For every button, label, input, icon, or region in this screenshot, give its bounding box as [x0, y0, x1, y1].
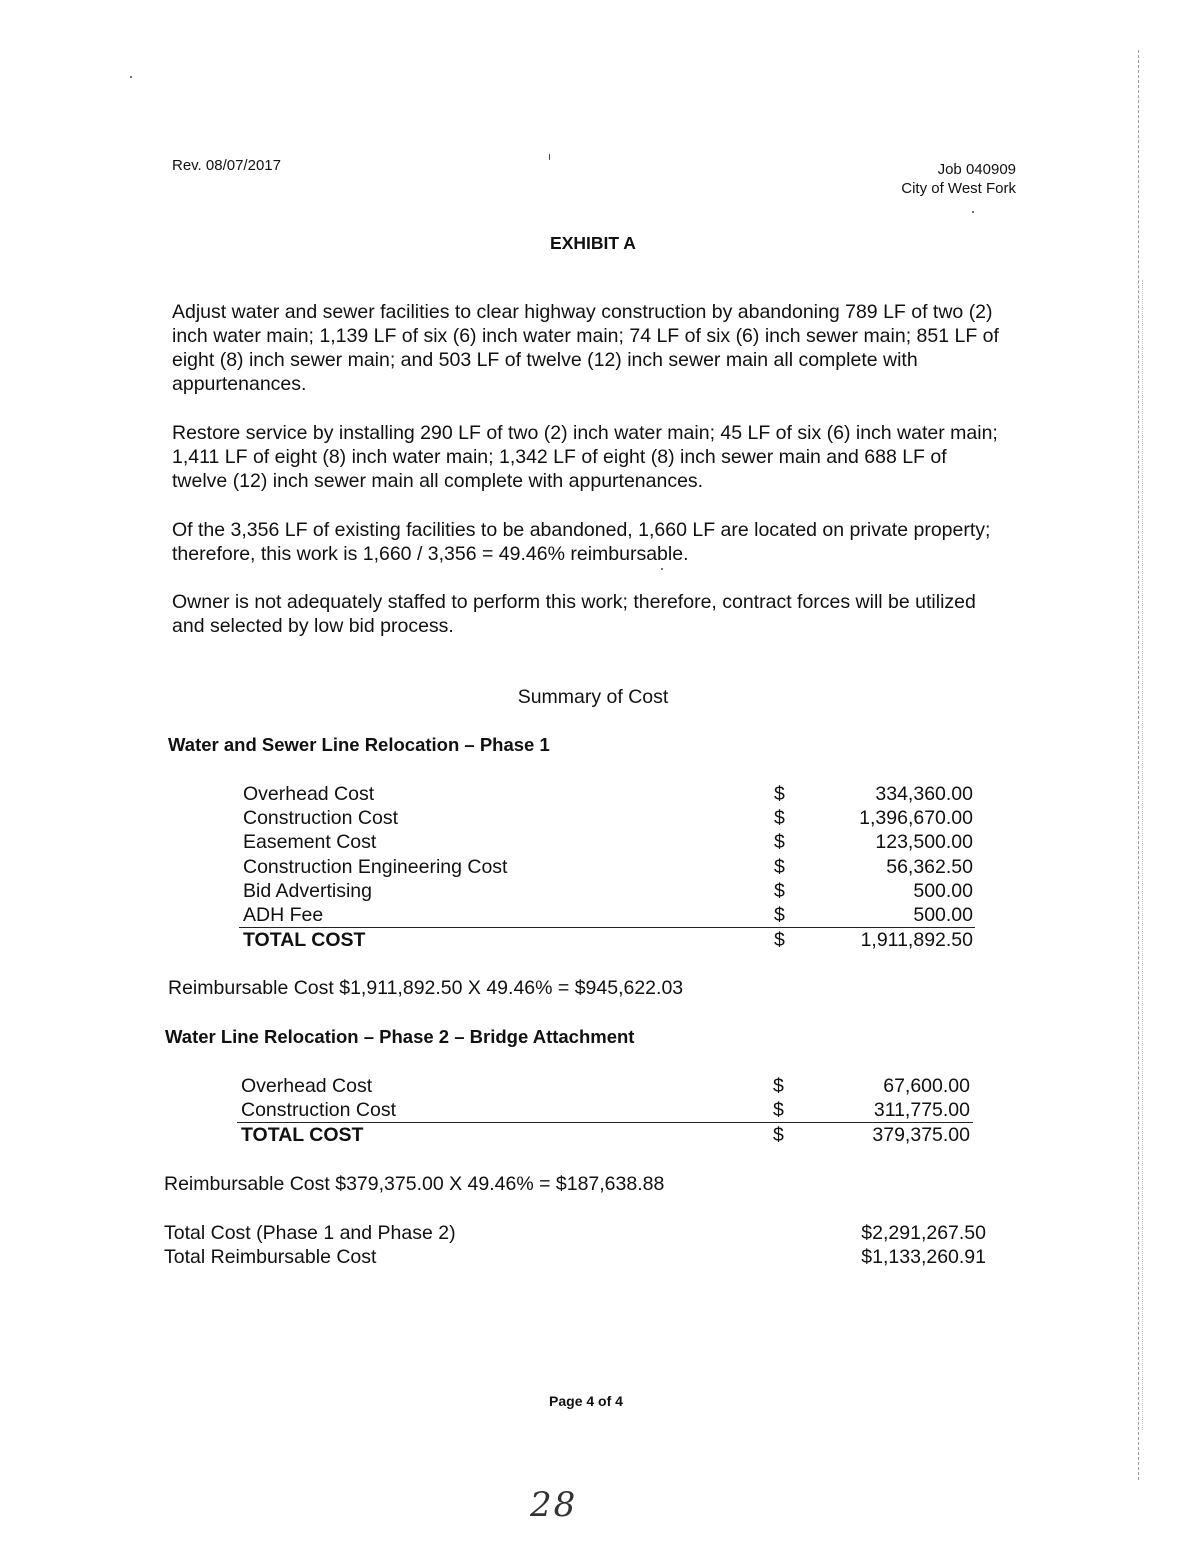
handwritten-page-number: 28 [530, 1485, 578, 1525]
phase1-reimbursable: Reimbursable Cost $1,911,892.50 X 49.46% = $945,622.03 [168, 977, 684, 999]
row-amount: 334,360.00 [875, 783, 973, 805]
row-label: Construction Engineering Cost [243, 856, 508, 878]
scan-speck [549, 154, 550, 160]
page-number: Page 4 of 4 [549, 1393, 623, 1409]
phase2-reimbursable: Reimbursable Cost $379,375.00 X 49.46% = $187,638.88 [164, 1173, 665, 1195]
paragraph-abandon: Adjust water and sewer facilities to clear highway construction by abandoning 789 LF of two (2) inch water main; 1,139 LF of six (6) inch water main; 74 LF of six (6) inch sewer main; 851 LF of eight (8) inch sewer main; and 503 LF of twelve (12) inch sewer main all complete with appurtenances. [172, 301, 999, 395]
phase1-row-adh-fee [243, 903, 973, 927]
phase2-row-construction [241, 1098, 970, 1122]
currency-symbol: $ [774, 856, 785, 878]
summary-heading: Summary of Cost [517, 686, 669, 708]
total-label: Total Cost (Phase 1 and Phase 2) [164, 1222, 456, 1244]
total-amount: $2,291,267.50 [861, 1222, 986, 1244]
phase2-row-overhead [241, 1074, 970, 1098]
row-amount: 67,600.00 [883, 1075, 970, 1097]
phase1-row-bid-advertising [243, 879, 973, 903]
row-label: Overhead Cost [243, 783, 375, 805]
page-title: EXHIBIT A [550, 233, 636, 253]
row-label: TOTAL COST [241, 1124, 364, 1146]
row-amount: 123,500.00 [875, 831, 973, 853]
currency-symbol: $ [773, 1099, 784, 1121]
phase1-row-total [243, 928, 973, 952]
paragraph-reimbursable-share: Of the 3,356 LF of existing facilities to be abandoned, 1,660 LF are located on private property; therefore, this work is 1,660 / 3,356 = 49.46% reimbursable. [172, 519, 991, 565]
row-label: Bid Advertising [243, 880, 372, 902]
currency-symbol: $ [774, 929, 785, 951]
row-label: Easement Cost [243, 831, 377, 853]
city-name: City of West Fork [901, 180, 1016, 197]
row-label: Construction Cost [241, 1099, 396, 1121]
phase1-row-engineering [243, 855, 973, 879]
row-amount: 1,396,670.00 [859, 807, 973, 829]
total-reimbursable-row [164, 1245, 986, 1269]
scan-speck [972, 211, 974, 213]
currency-symbol: $ [774, 831, 785, 853]
row-label: Construction Cost [243, 807, 398, 829]
currency-symbol: $ [774, 904, 785, 926]
currency-symbol: $ [773, 1075, 784, 1097]
scan-speck [661, 568, 663, 570]
total-amount: $1,133,260.91 [861, 1246, 986, 1268]
phase1-row-overhead [243, 782, 973, 806]
job-info [901, 160, 1016, 198]
phase1-row-easement [243, 830, 973, 854]
row-label: Overhead Cost [241, 1075, 373, 1097]
row-amount: 500.00 [913, 880, 973, 902]
row-amount: 500.00 [913, 904, 973, 926]
phase2-row-total [241, 1123, 970, 1147]
currency-symbol: $ [773, 1124, 784, 1146]
paragraph-contract-forces: Owner is not adequately staffed to perform this work; therefore, contract forces will be utilized and selected by low bid process. [172, 591, 976, 637]
revision-date: Rev. 08/07/2017 [172, 157, 281, 174]
row-label: ADH Fee [243, 904, 324, 926]
total-cost-row [164, 1221, 986, 1245]
row-amount: 56,362.50 [886, 856, 973, 878]
scan-edge-line-secondary [1142, 280, 1143, 1430]
scan-speck [130, 76, 132, 78]
row-amount: 379,375.00 [872, 1124, 970, 1146]
row-amount: 311,775.00 [873, 1099, 970, 1121]
phase1-row-construction [243, 806, 973, 830]
phase1-heading: Water and Sewer Line Relocation – Phase 1 [168, 734, 550, 755]
phase2-heading: Water Line Relocation – Phase 2 – Bridge Attachment [165, 1026, 635, 1047]
row-amount: 1,911,892.50 [860, 929, 973, 951]
total-label: Total Reimbursable Cost [164, 1246, 377, 1268]
row-label: TOTAL COST [243, 929, 366, 951]
job-number: Job 040909 [937, 161, 1016, 178]
currency-symbol: $ [774, 783, 785, 805]
currency-symbol: $ [774, 880, 785, 902]
scan-edge-line [1138, 50, 1139, 1480]
currency-symbol: $ [774, 807, 785, 829]
paragraph-restore: Restore service by installing 290 LF of two (2) inch water main; 45 LF of six (6) inch water main; 1,411 LF of eight (8) inch water main; 1,342 LF of eight (8) inch sewer main and 688 LF of twelve (12) inch sewer main all complete with appurtenances. [172, 422, 998, 492]
